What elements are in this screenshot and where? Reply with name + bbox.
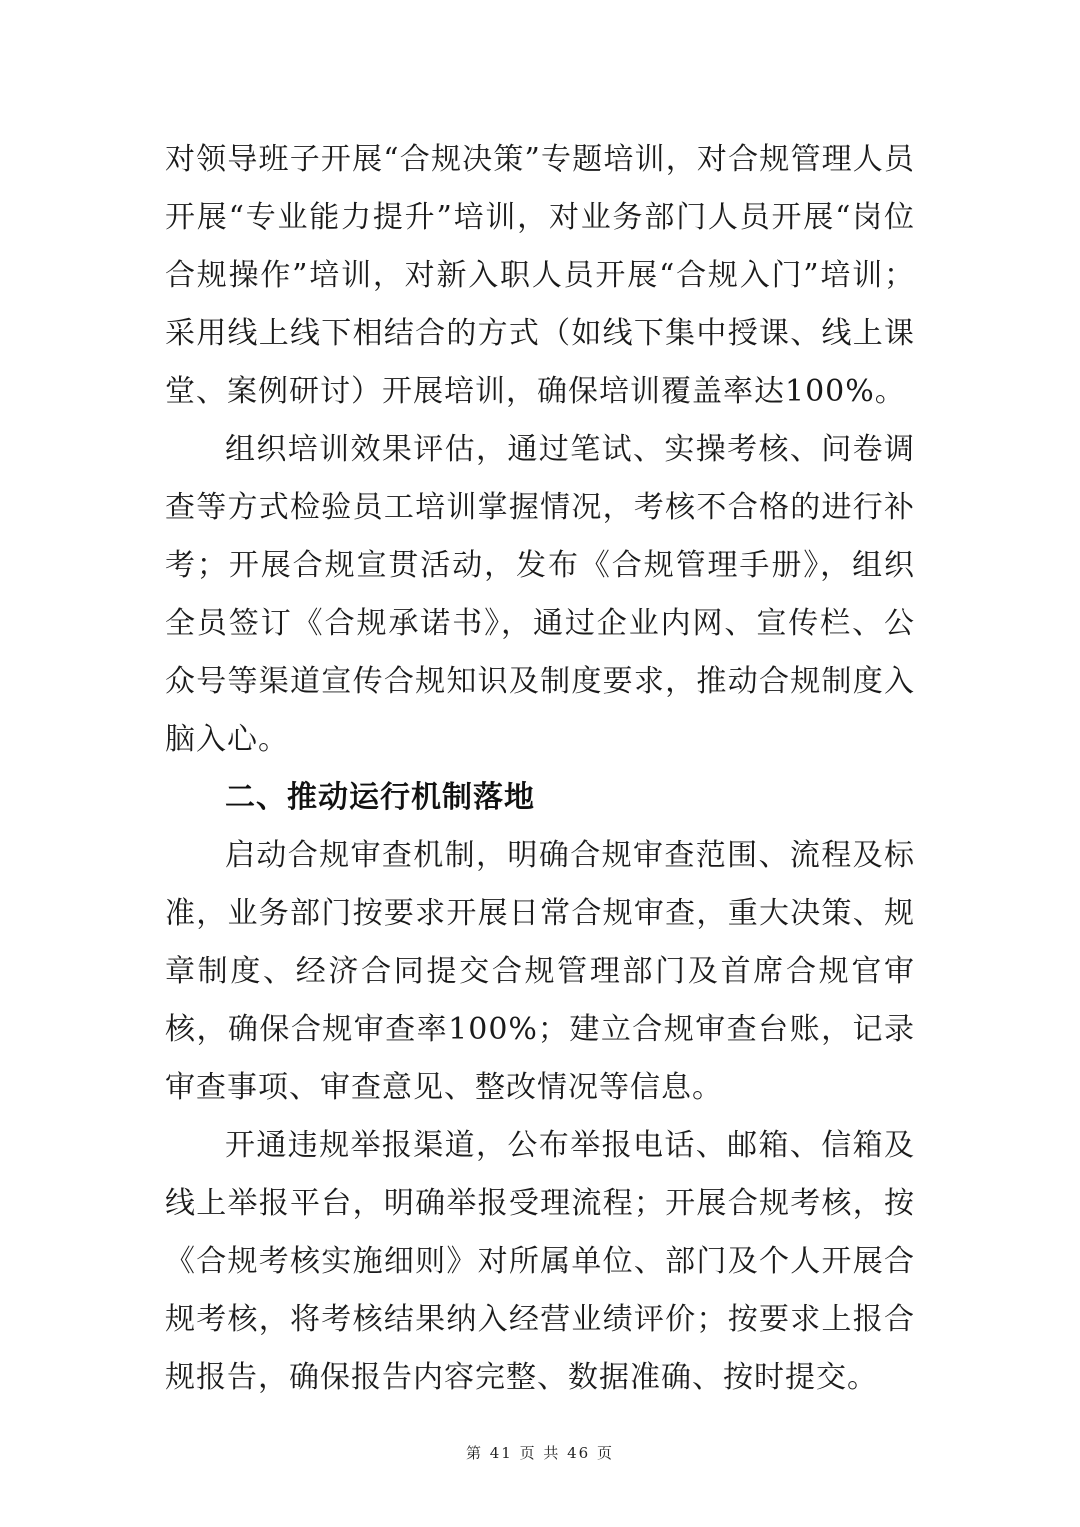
page-content [165,131,915,1407]
paragraph-training-programs: 对领导班子开展“合规决策”专题培训，对合规管理人员开展“专业能力提升”培训，对业务部门人员开展“岗位合规操作”培训，对新入职人员开展“合规入门”培训；采用线上线下相结合的方式（如线下集中授课、线上课堂、案例研讨）开展培训，确保培训覆盖率达100%。 [165,142,915,409]
paragraph-training-evaluation: 组织培训效果评估，通过笔试、实操考核、问卷调查等方式检验员工培训掌握情况，考核不合格的进行补考；开展合规宣贯活动，发布《合规管理手册》，组织全员签订《合规承诺书》，通过企业内网、宣传栏、公众号等渠道宣传合规知识及制度要求，推动合规制度入脑入心。 [165,432,915,757]
paragraph-compliance-review: 启动合规审查机制，明确合规审查范围、流程及标准，业务部门按要求开展日常合规审查，重大决策、规章制度、经济合同提交合规管理部门及首席合规官审核，确保合规审查率100%；建立合规审查台账，记录审查事项、审查意见、整改情况等信息。 [165,838,915,1105]
paragraph-reporting-channels: 开通违规举报渠道，公布举报电话、邮箱、信箱及线上举报平台，明确举报受理流程；开展合规考核，按《合规考核实施细则》对所属单位、部门及个人开展合规考核，将考核结果纳入经营业绩评价；按要求上报合规报告，确保报告内容完整、数据准确、按时提交。 [165,1128,915,1395]
page-footer: 第 41 页 共 46 页 [465,1444,614,1462]
section-heading: 二、推动运行机制落地 [225,780,535,815]
